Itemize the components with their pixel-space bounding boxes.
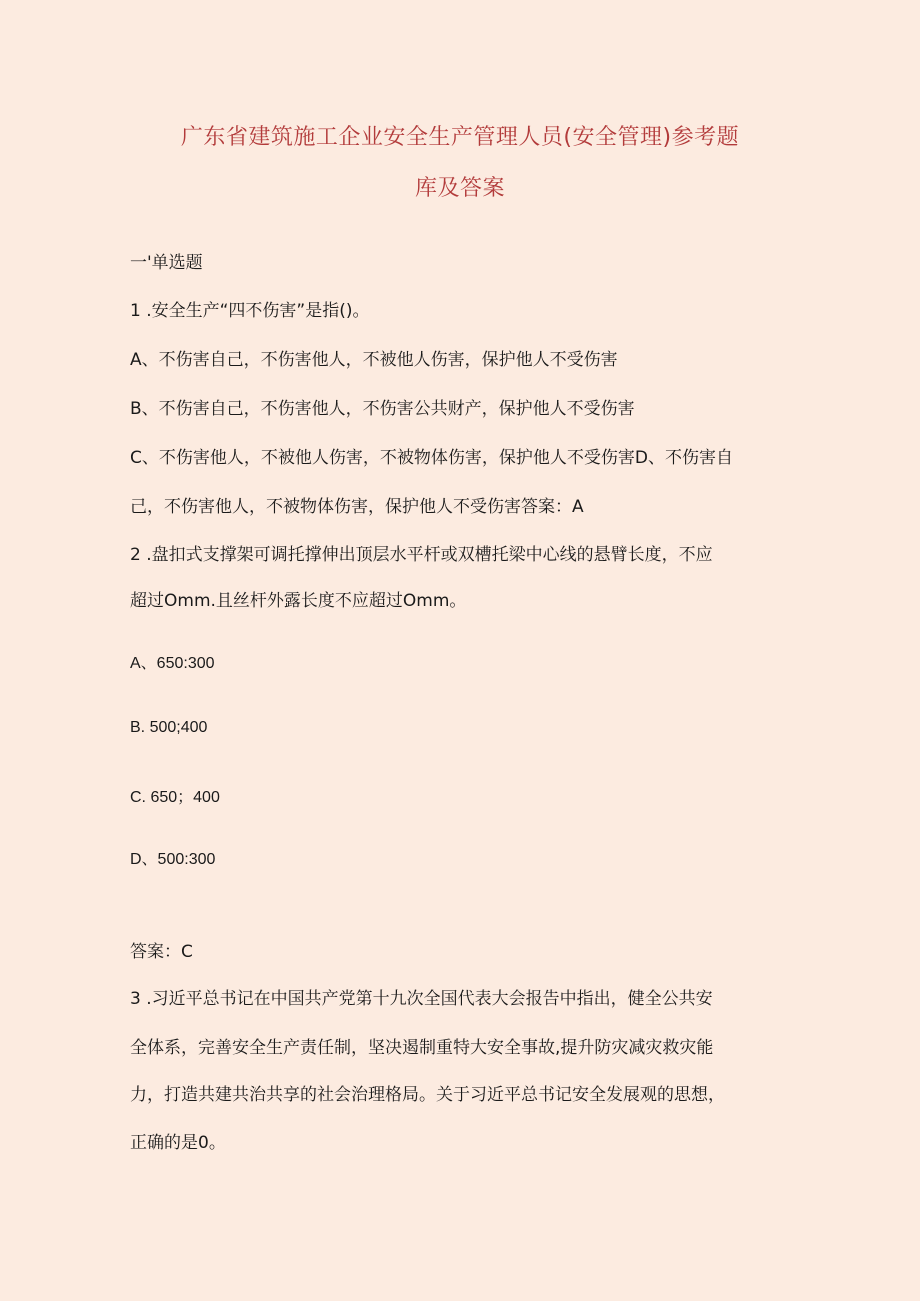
question-1-option-a: A、不伤害自己，不伤害他人，不被他人伤害，保护他人不受伤害 — [130, 350, 618, 370]
document-title-line-2: 库及答案 — [414, 176, 505, 201]
question-2-option-d: D、500:300 — [130, 851, 216, 868]
question-3-line-4: 正确的是0。 — [130, 1133, 226, 1153]
question-1-stem: 1 .安全生产“四不伤害”是指()。 — [130, 301, 370, 321]
question-2-answer: 答案：C — [130, 942, 193, 962]
question-2-option-b: B. 500;400 — [130, 719, 208, 736]
question-3-line-3: 力，打造共建共治共享的社会治理格局。关于习近平总书记安全发展观的思想， — [130, 1085, 725, 1105]
question-1-option-b: B、不伤害自己，不伤害他人，不伤害公共财产，保护他人不受伤害 — [130, 399, 635, 419]
document-title-line-1: 广东省建筑施工企业安全生产管理人员(安全管理)参考题 — [180, 125, 740, 150]
question-3-line-2: 全体系，完善安全生产责任制，坚决遏制重特大安全事故,提升防灾减灾救灾能 — [130, 1038, 714, 1058]
question-1-option-d-and-answer: 己，不伤害他人，不被物体伤害，保护他人不受伤害答案：A — [130, 497, 584, 517]
question-2-stem-line-2: 超过Omm.且丝杆外露长度不应超过Omm。 — [130, 591, 467, 611]
question-2-option-c: C. 650；400 — [130, 789, 220, 806]
question-3-line-1: 3 .习近平总书记在中国共产党第十九次全国代表大会报告中指出，健全公共安 — [130, 989, 713, 1009]
section-heading: 一'单选题 — [130, 253, 203, 273]
question-2-stem-line-1: 2 .盘扣式支撑架可调托撑伸出顶层水平杆或双槽托梁中心线的悬臂长度，不应 — [130, 545, 713, 565]
question-2-option-a: A、650:300 — [130, 655, 215, 672]
question-1-option-c: C、不伤害他人，不被他人伤害，不被物体伤害，保护他人不受伤害D、不伤害自 — [130, 448, 733, 468]
